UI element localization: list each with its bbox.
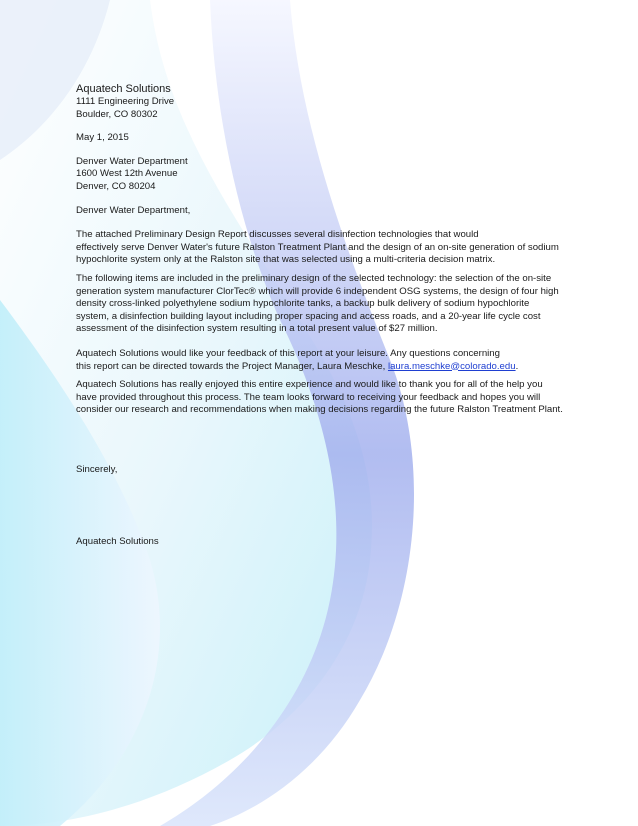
paragraph-text: .	[515, 360, 519, 372]
paragraph-line: system, a disinfection building layout including proper spacing and access roads, and a 20-year life cycle cost	[76, 310, 541, 322]
recipient-street: 1600 West 12th Avenue	[76, 168, 178, 180]
sender-street: 1111 Engineering Drive	[76, 96, 175, 107]
paragraph-line: density cross-linked polyethylene sodium hypochlorite tanks, a backup bulk delivery of sodium hypochlorite	[76, 298, 530, 310]
paragraph-line: consider our research and recommendations when making decisions regarding the future Ralston Treatment Plant.	[76, 404, 563, 416]
recipient-city: Denver, CO 80204	[76, 180, 156, 192]
closing: Sincerely,	[76, 463, 118, 475]
paragraph-3	[76, 348, 566, 373]
paragraph-line: Aquatech Solutions has really enjoyed this entire experience and would like to thank you for all of the help you	[76, 379, 543, 391]
paragraph-4	[76, 379, 566, 417]
paragraph-line: The following items are included in the preliminary design of the selected technology: the selection of the on-site	[76, 272, 552, 284]
signature: Aquatech Solutions	[76, 536, 159, 548]
letter-body	[76, 82, 566, 549]
paragraph-line: The attached Preliminary Design Report discusses several disinfection technologies that would	[76, 229, 479, 241]
paragraph-line: effectively serve Denver Water's future Ralston Treatment Plant and the design of an on-site generation of sodium	[76, 241, 559, 253]
paragraph-line: assessment of the disinfection system resulting in a total present value of $27 million.	[76, 323, 438, 335]
salutation: Denver Water Department,	[76, 204, 191, 216]
paragraph-line: have provided throughout this process. The team looks forward to receiving your feedback and hopes you will	[76, 391, 541, 403]
sender-city: Boulder, CO 80302	[76, 108, 158, 120]
recipient-org: Denver Water Department	[76, 155, 188, 167]
paragraph-line: hypochlorite system only at the Ralston site that was selected using a multi-criteria decision matrix.	[76, 254, 496, 266]
sender-company: Aquatech Solutions	[76, 83, 171, 95]
paragraph-line: Aquatech Solutions would like your feedback of this report at your leisure. Any questions concerning	[76, 347, 500, 359]
email-link[interactable]: laura.meschke@colorado.edu	[387, 360, 516, 372]
letter-date: May 1, 2015	[76, 132, 129, 144]
paragraph-1	[76, 229, 566, 267]
paragraph-line	[76, 361, 566, 374]
paragraph-line: generation system manufacturer ClorTec® which will provide 6 independent OSG systems, the design of four high	[76, 285, 559, 297]
paragraph-2	[76, 273, 566, 336]
paragraph-text: this report can be directed towards the Project Manager, Laura Meschke,	[76, 360, 388, 372]
